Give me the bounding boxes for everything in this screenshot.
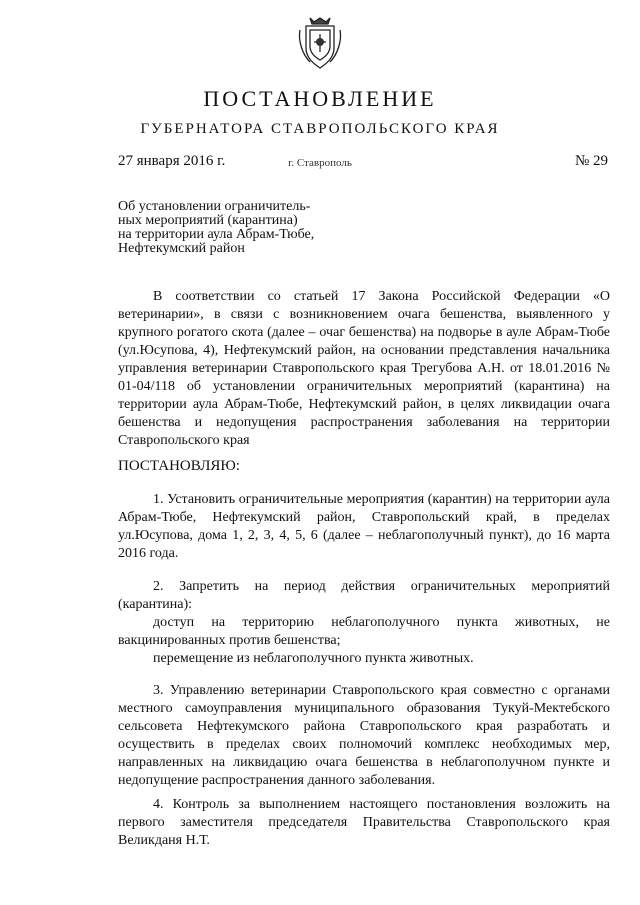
document-heading (118, 200, 348, 256)
decree-word: ПОСТАНОВЛЯЮ: (118, 458, 240, 474)
heading-line: ных мероприятий (карантина) (118, 213, 298, 228)
heading-line: Нефтекумский район (118, 241, 245, 256)
heading-line: на территории аула Абрам-Тюбе, (118, 227, 315, 242)
coat-of-arms-emblem (296, 12, 344, 72)
heading-line: Об установлении ограничитель- (118, 199, 311, 214)
item-3-paragraph: 3. Управлению ветеринарии Ставропольского края совместно с органами местного самоуправления муниципального образования Тукуй-Мектебского сельсовета Нефтекумского района Ставропольского края разработать и осуществить в пределах своих полномочий комплекс необходимых мер, направленных на ликвидацию очага бешенства в неблагополучном пункте и недопущение распространения данного заболевания. (118, 683, 610, 788)
preamble-paragraph: В соответствии со статьей 17 Закона Российской Федерации «О ветеринарии», в связи с возникновением очага бешенства, выявленного у крупного рогатого скота (далее – очаг бешенства) на подворье в ауле Абрам-Тюбе (ул.Юсупова, 4), Нефтекумский район, на основании представления начальника управления ветеринарии Ставропольского края Трегубова А.Н. от 18.01.2016 № 01-04/118 об установлении ограничительных мероприятий (карантина) на территории аула Абрам-Тюбе, Нефтекумский район, в целях ликвидации очага бешенства и недопущения распространения заболевания на территории Ставропольского края (118, 289, 610, 448)
document-city: г. Ставрополь (288, 157, 352, 169)
document-date: 27 января 2016 г. (118, 153, 226, 169)
item-2b-paragraph: перемещение из неблагополучного пункта животных. (153, 651, 474, 666)
item-2-paragraph: 2. Запретить на период действия ограничительных мероприятий (карантина): (118, 579, 610, 612)
document-title: ПОСТАНОВЛЕНИЕ (203, 86, 437, 111)
document-subtitle: ГУБЕРНАТОРА СТАВРОПОЛЬСКОГО КРАЯ (140, 121, 500, 137)
document-number: № 29 (575, 153, 609, 169)
item-4-paragraph: 4. Контроль за выполнением настоящего постановления возложить на первого заместителя председателя Правительства Ставропольского края Великданя Н.Т. (118, 797, 610, 848)
item-2a-paragraph: доступ на территорию неблагополучного пункта животных, не вакцинированных против бешенства; (118, 615, 610, 648)
item-1-paragraph: 1. Установить ограничительные мероприятия (карантин) на территории аула Абрам-Тюбе, Нефтекумский район, Ставропольский край, в пределах ул.Юсупова, дома 1, 2, 3, 4, 5, 6 (далее – неблагополучный пункт), до 16 марта 2016 года. (118, 492, 610, 561)
